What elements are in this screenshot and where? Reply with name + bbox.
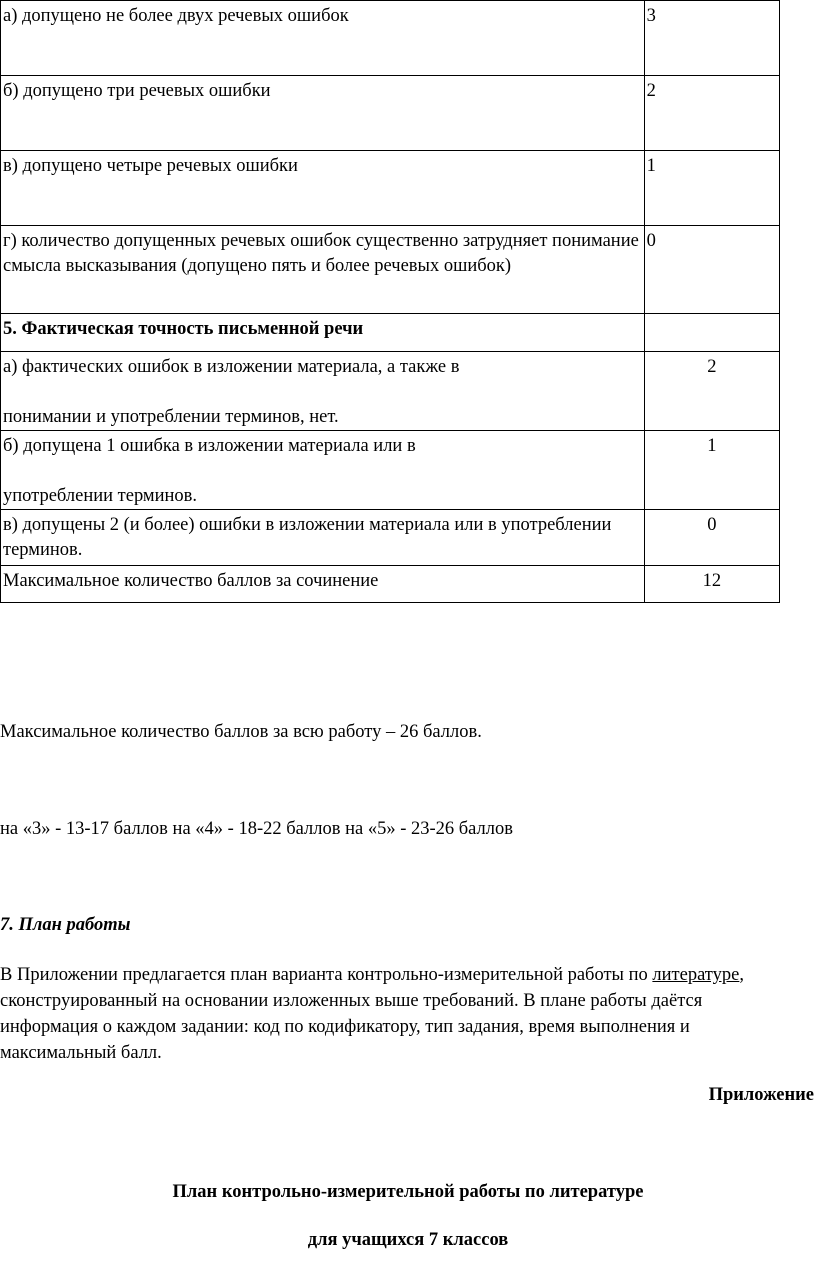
score-cell: 0 [644,510,779,566]
appendix-label: Приложение [708,1085,814,1105]
score-cell: 12 [644,566,779,603]
table-row [1,431,780,510]
table-row [1,566,780,603]
scoring-table [0,0,780,603]
paragraph-underlined-text: литературе [652,965,740,985]
criterion-line: понимании и употреблении терминов, нет. [3,407,339,427]
grades-text: на «3» - 13-17 баллов на «4» - 18-22 баллов на «5» - 23-26 баллов [0,819,514,839]
table-row [1,510,780,566]
criterion-cell: в) допущены 2 (и более) ошибки в изложении материала или в употреблении терминов. [1,510,645,566]
criterion-cell [1,352,645,431]
section-heading-cell: 5. Фактическая точность письменной речи [1,314,645,352]
criterion-cell [1,431,645,510]
score-cell [644,314,779,352]
criterion-line: употреблении терминов. [3,486,198,506]
paragraph-text: В Приложении предлагается план варианта контрольно-измерительной работы по [0,965,653,985]
table-row [1,1,780,76]
table-row [1,226,780,314]
table-row [1,352,780,431]
criterion-cell: г) количество допущенных речевых ошибок существенно затрудняет понимание смысла высказывания (допущено пять и более речевых ошибок) [1,226,645,314]
table-row [1,76,780,151]
criterion-cell: в) допущено четыре речевых ошибки [1,151,645,226]
max-total-text: Максимальное количество баллов за всю работу – 26 баллов. [0,722,482,742]
table-row [1,151,780,226]
table-row [1,314,780,352]
score-cell: 1 [644,151,779,226]
plan-subtitle: для учащихся 7 классов [307,1230,509,1250]
section-title: 7. План работы [0,915,131,935]
criterion-line: а) фактических ошибок в изложении материала, а также в [3,357,460,377]
score-cell: 2 [644,76,779,151]
plan-title: План контрольно-измерительной работы по литературе [172,1182,644,1202]
criterion-cell: б) допущено три речевых ошибки [1,76,645,151]
score-cell: 2 [644,352,779,431]
criterion-cell: а) допущено не более двух речевых ошибок [1,1,645,76]
score-cell: 1 [644,431,779,510]
plan-paragraph [0,962,800,1066]
paragraph-text: , сконструированный на основании изложенных выше требований. В плане работы даётся информация о каждом задании: код по кодификатору, тип задания, время выполнения и максимальный балл. [0,965,744,1063]
score-cell: 3 [644,1,779,76]
score-cell: 0 [644,226,779,314]
criterion-line: б) допущена 1 ошибка в изложении материала или в [3,436,416,456]
criterion-cell: Максимальное количество баллов за сочинение [1,566,645,603]
